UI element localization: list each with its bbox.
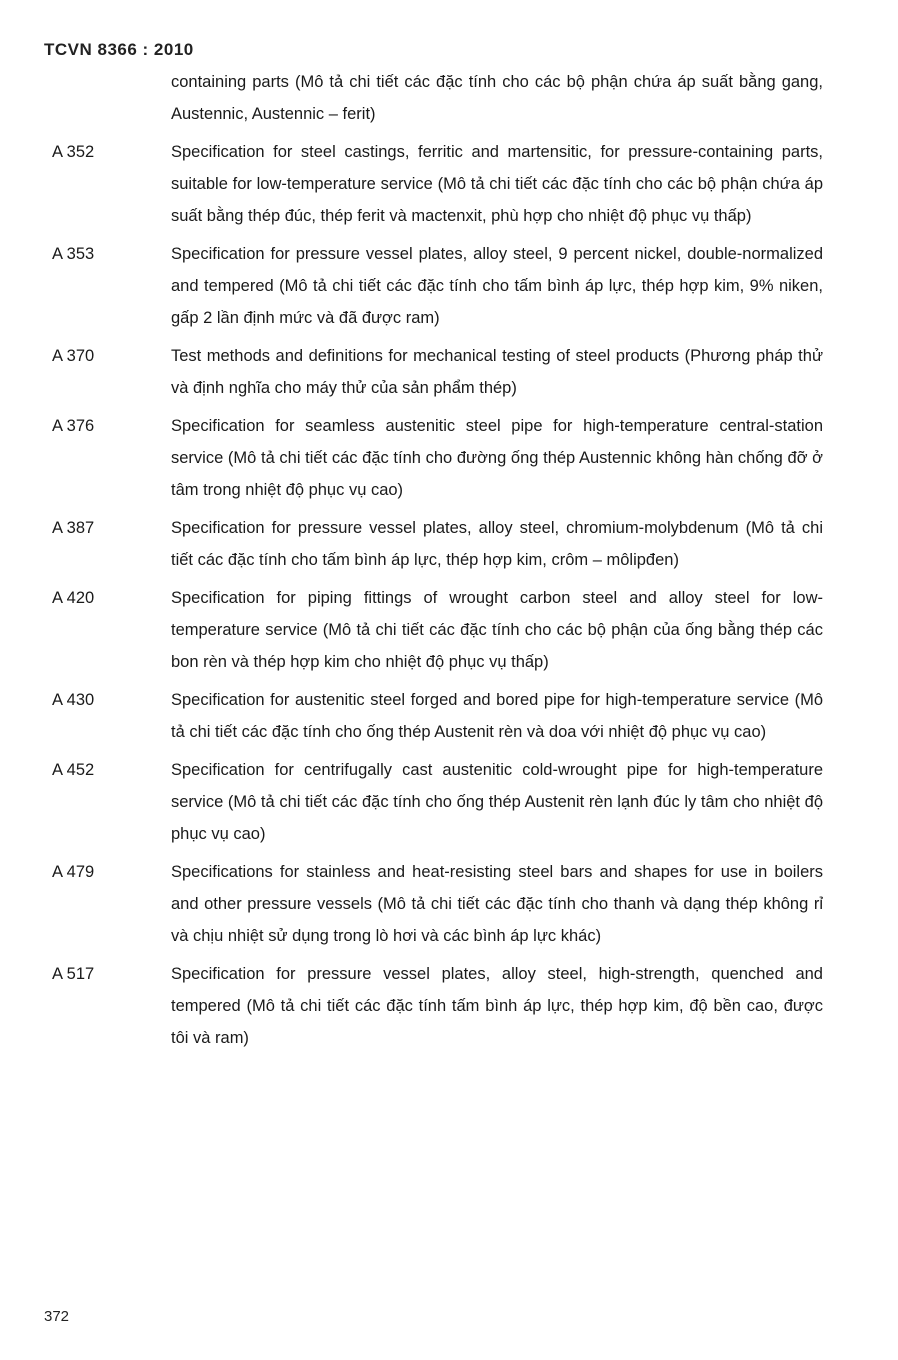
reference-description: Specification for seamless austenitic steel pipe for high-temperature central-station service (Mô tả chi tiết các đặc tính cho đường ống thép Austennic không hàn chống đỡ ở tâm trong nhiệt độ phục vụ cao) [171,417,823,499]
reference-code: A 353 [52,245,95,263]
reference-description: Specification for steel castings, ferritic and martensitic, for pressure-containing parts, suitable for low-temperature service (Mô tả chi tiết các đặc tính cho các bộ phận chứa áp suất bằng thép đúc, thép ferit và mactenxit, phù hợp cho nhiệt độ phục vụ thấp) [171,143,823,225]
reference-entry-a352 [0,136,898,232]
reference-code: A 352 [52,143,95,161]
reference-description: Specification for piping fittings of wrought carbon steel and alloy steel for low-temperature service (Mô tả chi tiết các đặc tính cho các bộ phận của ống bằng thép các bon rèn và thép hợp kim cho nhiệt độ phục vụ thấp) [171,589,823,671]
reference-code: A 376 [52,417,95,435]
standard-header: TCVN 8366 : 2010 [44,40,194,59]
reference-code: A 387 [52,519,95,537]
reference-entry-a387 [0,512,898,576]
page-number: 372 [44,1308,70,1325]
reference-entry-a370 [0,340,898,404]
reference-entry-a479 [0,856,898,952]
reference-code: A 517 [52,965,95,983]
reference-code: A 370 [52,347,95,365]
reference-code: A 479 [52,863,95,881]
reference-code: A 430 [52,691,95,709]
continued-paragraph: containing parts (Mô tả chi tiết các đặc tính cho các bộ phận chứa áp suất bằng gang, Austennic, Austennic – ferit) [171,73,823,123]
reference-description: Specifications for stainless and heat-resisting steel bars and shapes for use in boilers and other pressure vessels (Mô tả chi tiết các đặc tính cho thanh và dạng thép không rỉ và chịu nhiệt sử dụng trong lò hơi và các bình áp lực khác) [171,863,823,945]
reference-list [0,136,898,1060]
reference-entry-a430 [0,684,898,748]
reference-description: Specification for pressure vessel plates, alloy steel, high-strength, quenched and tempered (Mô tả chi tiết các đặc tính tấm bình áp lực, thép hợp kim, độ bền cao, được tôi và ram) [171,965,823,1047]
reference-entry-a376 [0,410,898,506]
reference-code: A 420 [52,589,95,607]
reference-entry-a420 [0,582,898,678]
reference-description: Test methods and definitions for mechanical testing of steel products (Phương pháp thử và định nghĩa cho máy thử của sản phẩm thép) [171,347,823,397]
reference-entry-a452 [0,754,898,850]
reference-description: Specification for pressure vessel plates, alloy steel, 9 percent nickel, double-normalized and tempered (Mô tả chi tiết các đặc tính cho tấm bình áp lực, thép hợp kim, 9% niken, gấp 2 lần định mức và đã được ram) [171,245,823,327]
reference-code: A 452 [52,761,95,779]
reference-entry-a353 [0,238,898,334]
reference-description: Specification for centrifugally cast austenitic cold-wrought pipe for high-temperature service (Mô tả chi tiết các đặc tính cho ống thép Austenit rèn lạnh đúc ly tâm cho nhiệt độ phục vụ cao) [171,761,823,843]
reference-description: Specification for pressure vessel plates, alloy steel, chromium-molybdenum (Mô tả chi tiết các đặc tính cho tấm bình áp lực, thép hợp kim, crôm – môlipđen) [171,519,823,569]
reference-description: Specification for austenitic steel forged and bored pipe for high-temperature service (Mô tả chi tiết các đặc tính cho ống thép Austenit rèn và doa với nhiệt độ phục vụ cao) [171,691,823,741]
reference-entry-a517 [0,958,898,1054]
